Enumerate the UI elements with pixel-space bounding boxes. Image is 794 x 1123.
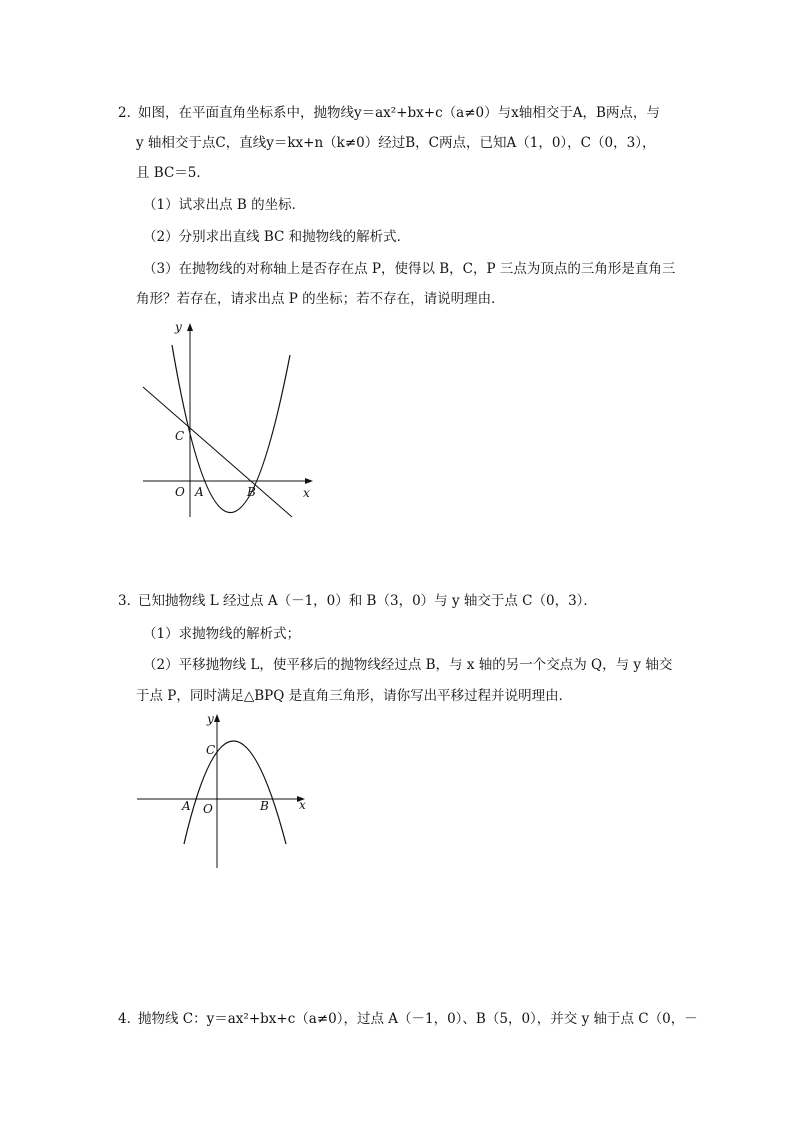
problem-part: 角形？若存在，请求出点 P 的坐标；若不存在，请说明理由．	[136, 291, 505, 307]
problem-text-line: y 轴相交于点C，直线y＝kx+n（k≠0）经过B，C两点，已知A（1，0），C（0，3），	[136, 135, 656, 151]
point-a-label: A	[195, 485, 204, 499]
problem-text-line: 已知抛物线 L 经过点 A（－1，0）和 B（3，0）与 y 轴交于点 C（0，3）．	[138, 593, 597, 609]
y-axis-arrow	[214, 714, 220, 722]
problem-text-line: 抛物线 C：y＝ax²+bx+c（a≠0），过点 A（－1，0）、B（5，0），并交 y 轴于点 C（0，－	[138, 1011, 698, 1027]
problem-text-line: 如图，在平面直角坐标系中，抛物线y＝ax²+bx+c（a≠0）与x轴相交于A，B两点，与	[138, 105, 660, 121]
parabola-figure-2	[132, 708, 322, 873]
parabola-figure-1	[138, 315, 328, 525]
y-axis-label: y	[175, 320, 182, 334]
y-axis-label: y	[207, 712, 214, 726]
origin-label: O	[175, 485, 185, 499]
parabola-curve	[184, 741, 286, 844]
point-b-label: B	[247, 485, 256, 499]
line-bc	[143, 387, 292, 517]
origin-label: O	[203, 802, 213, 816]
problem-number: 2．	[118, 105, 141, 121]
problem-part: （1）试求出点 B 的坐标．	[143, 197, 306, 213]
x-axis-label: x	[303, 486, 310, 500]
problem-part: （1）求抛物线的解析式；	[143, 626, 301, 642]
point-b-label: B	[260, 799, 269, 813]
x-axis-arrow	[305, 478, 313, 484]
problem-part: （3）在抛物线的对称轴上是否存在点 P，使得以 B，C，P 三点为顶点的三角形是直角三	[143, 261, 676, 277]
point-c-label: C	[206, 743, 216, 757]
problem-part: 于点 P，同时满足△BPQ 是直角三角形，请你写出平移过程并说明理由．	[136, 688, 573, 704]
point-a-label: A	[182, 799, 191, 813]
x-axis-label: x	[299, 798, 306, 812]
y-axis-arrow	[187, 323, 193, 331]
problem-part: （2）分别求出直线 BC 和抛物线的解析式．	[143, 229, 411, 245]
problem-number: 4．	[118, 1011, 141, 1027]
problem-number: 3．	[118, 593, 141, 609]
problem-part: （2）平移抛物线 L，使平移后的抛物线经过点 B，与 x 轴的另一个交点为 Q，与 y 轴交	[143, 657, 673, 673]
point-c-label: C	[175, 429, 185, 443]
problem-text-line: 且 BC＝5．	[136, 165, 210, 181]
